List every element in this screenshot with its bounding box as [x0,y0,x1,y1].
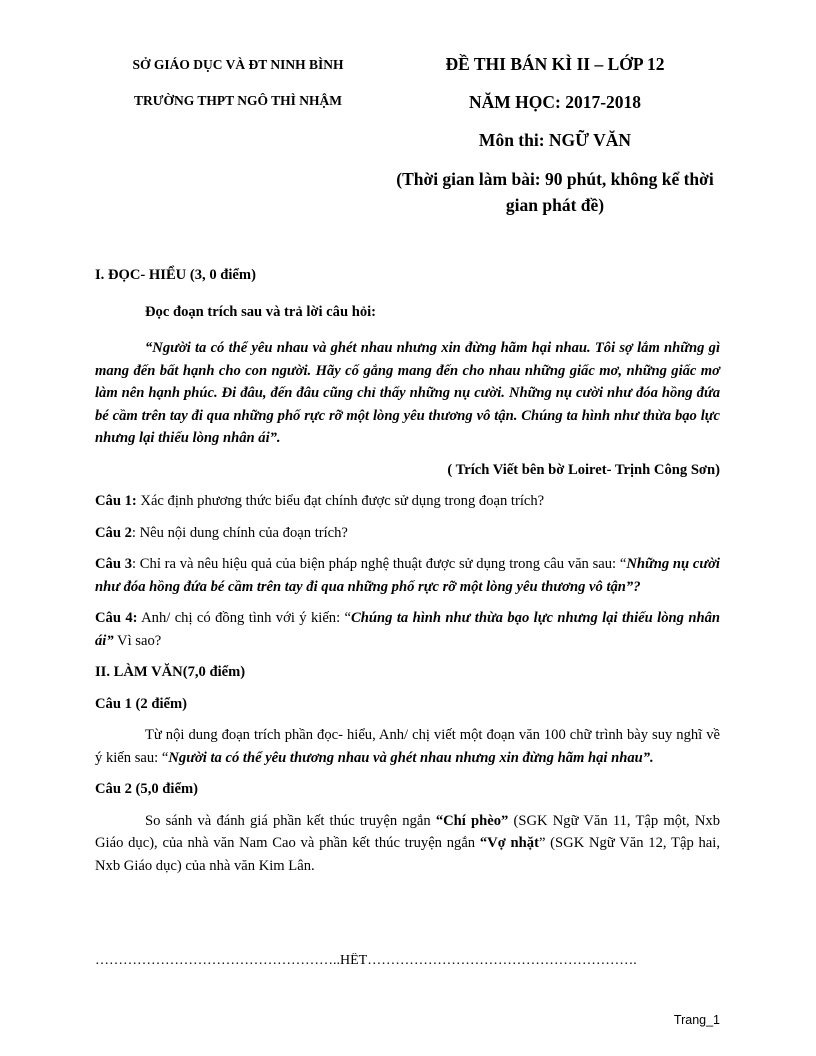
question-1 [95,490,720,513]
q1-text: Xác định phương thức biểu đạt chính được sử dụng trong đoạn trích? [136,493,545,509]
reading-instruction: Đọc đoạn trích sau và trả lời câu hỏi: [145,303,377,320]
department-name: SỞ GIÁO DỤC VÀ ĐT NINH BÌNH [132,57,344,72]
reading-passage: “Người ta có thể yêu nhau và ghét nhau nhưng xin đừng hãm hại nhau. Tôi sợ lắm những gì mang đến bất hạnh cho con người. Hãy cố gắng mang đến cho nhau những giấc mơ, những giấc mơ làm nên hạnh phúc. Đi đâu, đến đâu cũng chỉ thấy những nụ cười. Những nụ cười như đóa hồng đứa bé cầm trên tay đi qua những phố rực rỡ một lòng yêu thương vô tận. Chúng ta hình như thừa bạo lực nhưng lại thiếu lòng nhân ái”. [95,340,720,446]
essay-2-heading: Câu 2 (5,0 điểm) [95,781,198,797]
essay-1-text: Từ nội dung đoạn trích phần đọc- hiểu, Anh/ chị viết một đoạn văn 100 chữ trình bày suy nghĩ về ý kiến sau: “ [95,727,720,766]
essay-2-prompt [95,810,720,878]
q4-tail: Vì sao? [113,632,162,649]
question-3 [95,553,720,598]
header-right [390,52,720,218]
q3-label: Câu 3 [95,556,132,572]
school-name: TRƯỜNG THPT NGÔ THÌ NHẬM [133,93,343,108]
q4-text: Anh/ chị có đồng tình với ý kiến: “ [137,610,352,626]
exam-body [95,264,720,886]
essay-2-work-1: “Chí phèo” [435,812,509,829]
essay-2-work-2: “Vợ nhặt [479,835,539,851]
header-left [88,54,388,126]
end-line: ……………………………………………..HẾT…………………………………………………. [95,953,637,968]
q1-label: Câu 1: [95,493,137,509]
subject: Môn thi: NGỮ VĂN [478,130,632,150]
essay-2-text-c: ” (SGK Ngữ Văn 12, Tập hai, Nxb Giáo dục) của nhà văn Kim Lân. [95,835,720,874]
essay-2-text-b: (SGK Ngữ Văn 11, Tập một, Nxb Giáo dục), của nhà văn Nam Cao và phần kết thúc truyện ngắn [95,812,720,851]
exam-title: ĐỀ THI BÁN KÌ II – LỚP 12 [445,54,665,74]
q3-quote: Những nụ cười như đóa hồng đứa bé cầm trên tay đi qua những phố rực rỡ một lòng yêu thương vô tận”? [95,556,720,595]
q3-text: : Chỉ ra và nêu hiệu quả của biện pháp nghệ thuật được sử dụng trong câu văn sau: “ [132,556,627,572]
question-2 [95,522,720,545]
q2-text: : Nêu nội dung chính của đoạn trích? [131,524,348,541]
question-4 [95,607,720,652]
essay-1-quote: Người ta có thể yêu thương nhau và ghét nhau nhưng xin đừng hãm hại nhau”. [168,749,654,766]
q2-label: Câu 2 [95,524,132,541]
essay-1-heading: Câu 1 (2 điểm) [95,695,188,712]
essay-1-prompt [95,724,720,769]
school-year: NĂM HỌC: 2017-2018 [468,92,642,112]
part1-heading: I. ĐỌC- HIỂU (3, 0 điểm) [95,267,256,283]
q4-quote: Chúng ta hình như thừa bạo lực nhưng lại thiếu lòng nhân ái” [95,610,720,649]
time-note: (Thời gian làm bài: 90 phút, không kể thời gian phát đề) [396,169,714,215]
essay-2-text-a: So sánh và đánh giá phần kết thúc truyện ngắn [145,812,436,829]
passage-source: ( Trích Viết bên bờ Loiret- Trịnh Công Sơn) [447,461,720,478]
page-number: Trang_1 [673,1013,720,1027]
q4-label: Câu 4: [95,610,138,626]
part2-heading: II. LÀM VĂN(7,0 điểm) [95,664,246,680]
